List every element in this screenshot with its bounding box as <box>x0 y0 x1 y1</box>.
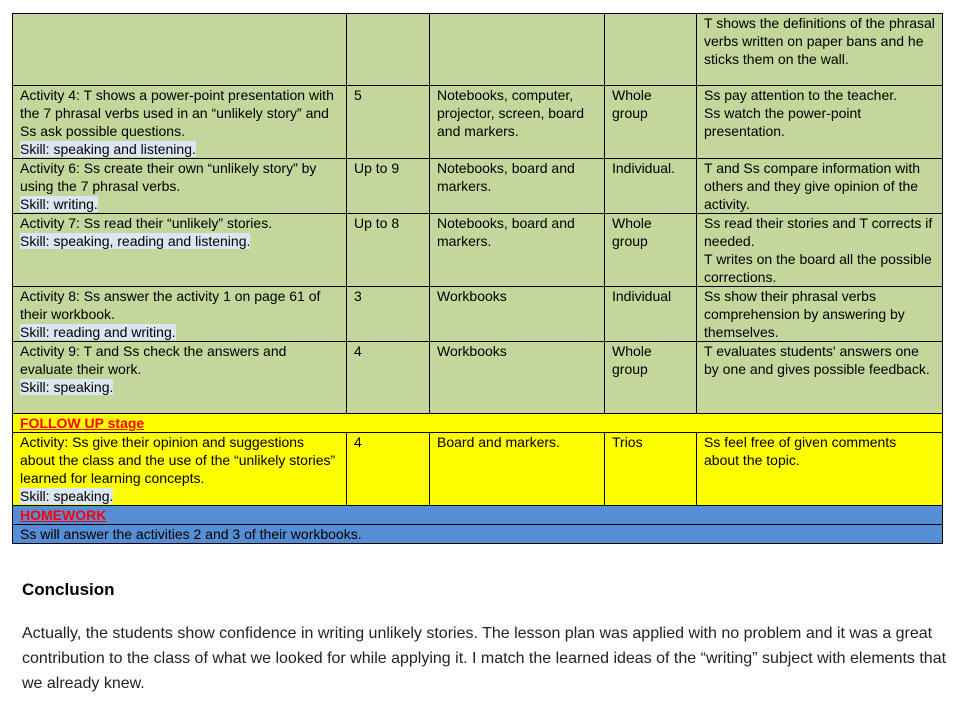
activity-cell: Activity 6: Ss create their own “unlikely story” by using the 7 phrasal verbs. Skill: writing. <box>13 159 347 214</box>
grouping-cell <box>605 14 697 86</box>
table-row <box>13 159 943 214</box>
activity-cell: Activity 9: T and Ss check the answers and evaluate their work. Skill: speaking. <box>13 342 347 414</box>
skill-label: Skill: speaking. <box>20 379 114 395</box>
evaluation-cell: T and Ss compare information with others and they give opinion of the activity. <box>697 159 943 214</box>
time-cell: Up to 8 <box>347 214 430 287</box>
table-row <box>13 14 943 86</box>
activity-cell: Activity 4: T shows a power-point presentation with the 7 phrasal verbs used in an “unlikely story” and Ss ask possible questions. Skill: speaking and listening. <box>13 86 347 159</box>
materials-cell: Workbooks <box>430 342 605 414</box>
follow-up-label: FOLLOW UP stage <box>13 414 943 433</box>
homework-row <box>13 525 943 544</box>
grouping-cell: Whole group <box>605 214 697 287</box>
table-row <box>13 287 943 342</box>
homework-text: Ss will answer the activities 2 and 3 of their workbooks. <box>13 525 943 544</box>
grouping-cell: Whole group <box>605 342 697 414</box>
materials-cell <box>430 14 605 86</box>
activity-cell: Activity 8: Ss answer the activity 1 on page 61 of their workbook. Skill: reading and writing. <box>13 287 347 342</box>
lesson-plan-table <box>12 13 943 544</box>
materials-cell: Notebooks, board and markers. <box>430 159 605 214</box>
evaluation-cell: T shows the definitions of the phrasal verbs written on paper bans and he sticks them on the wall. <box>697 14 943 86</box>
time-cell: 5 <box>347 86 430 159</box>
homework-label: HOMEWORK <box>13 506 943 525</box>
follow-up-header-row <box>13 414 943 433</box>
homework-header-row <box>13 506 943 525</box>
evaluation-cell: Ss read their stories and T corrects if needed. T writes on the board all the possible corrections. <box>697 214 943 287</box>
grouping-cell: Individual. <box>605 159 697 214</box>
materials-cell: Notebooks, board and markers. <box>430 214 605 287</box>
conclusion-title: Conclusion <box>22 580 115 599</box>
table-row <box>13 86 943 159</box>
table-row <box>13 342 943 414</box>
skill-label: Skill: reading and writing. <box>20 324 176 340</box>
grouping-cell: Whole group <box>605 86 697 159</box>
time-cell: 3 <box>347 287 430 342</box>
activity-cell: Activity 7: Ss read their “unlikely” stories. Skill: speaking, reading and listening. <box>13 214 347 287</box>
evaluation-cell: T evaluates students' answers one by one and gives possible feedback. <box>697 342 943 414</box>
skill-label: Skill: speaking. <box>20 488 114 504</box>
skill-label: Skill: speaking, reading and listening. <box>20 233 251 249</box>
evaluation-cell: Ss show their phrasal verbs comprehension by answering by themselves. <box>697 287 943 342</box>
evaluation-cell: Ss feel free of given comments about the topic. <box>697 433 943 506</box>
activity-cell: Activity: Ss give their opinion and suggestions about the class and the use of the “unlikely stories” learned for learning concepts. Skill: speaking. <box>13 433 347 506</box>
skill-label: Skill: speaking and listening. <box>20 141 196 157</box>
grouping-cell: Trios <box>605 433 697 506</box>
materials-cell: Notebooks, computer, projector, screen, board and markers. <box>430 86 605 159</box>
time-cell <box>347 14 430 86</box>
skill-label: Skill: writing. <box>20 196 98 212</box>
time-cell: 4 <box>347 342 430 414</box>
table-row <box>13 433 943 506</box>
conclusion-body: Actually, the students show confidence in writing unlikely stories. The lesson plan was applied with no problem and it was a great contribution to the class of what we looked for while applying it. I match the learned ideas of the “writing” subject with elements that we already knew. <box>22 625 947 692</box>
activity-cell <box>13 14 347 86</box>
time-cell: 4 <box>347 433 430 506</box>
table-row <box>13 214 943 287</box>
materials-cell: Board and markers. <box>430 433 605 506</box>
time-cell: Up to 9 <box>347 159 430 214</box>
evaluation-cell: Ss pay attention to the teacher. Ss watch the power-point presentation. <box>697 86 943 159</box>
grouping-cell: Individual <box>605 287 697 342</box>
materials-cell: Workbooks <box>430 287 605 342</box>
